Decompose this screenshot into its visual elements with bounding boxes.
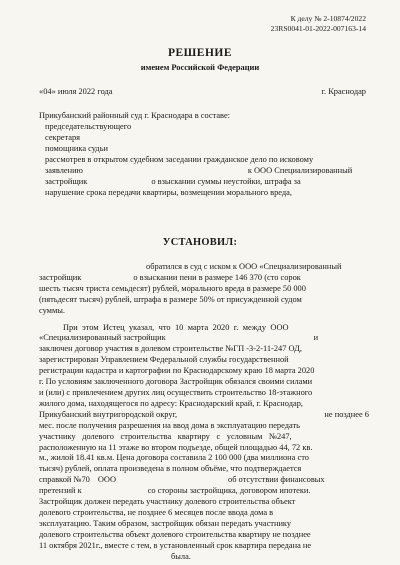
body-line-text: ООО <box>97 475 116 485</box>
intro-line-part: заявлению <box>45 166 83 175</box>
case-number-block <box>271 14 366 34</box>
body-line-text: была. <box>171 551 191 561</box>
body-line <box>39 410 369 421</box>
body-line: Застройщик должен передать участнику долевого строительства объект <box>39 497 296 507</box>
document-date: «04» июля 2022 года <box>39 87 113 96</box>
body-line: заключен договор участия в долевом строительстве №ГП -3-2-11-247 ОД, <box>39 344 302 354</box>
body-line: долевого строительства объект долевого строительства квартиру не позднее <box>39 529 311 539</box>
body-line: 11 октября 2021г., вместе с тем, в установленный срок квартира передана не <box>39 540 312 550</box>
body-line-text: застройщик <box>39 272 82 282</box>
body-line <box>39 323 369 334</box>
body-line-text: обратился в суд с иском к ООО «Специализированный <box>146 262 342 271</box>
body-line: тысяч) рублей, оплата произведена в полном объёме, что подтверждается <box>39 464 302 474</box>
body-line-text: и <box>313 333 319 343</box>
body-line: жилого дома, находящегося по адресу: Краснодарский край, г. Краснодар, <box>39 398 303 408</box>
section-heading: УСТАНОВИЛ: <box>162 237 238 248</box>
body-line <box>39 333 369 344</box>
body-section <box>39 262 369 562</box>
document-subtitle: именем Российской Федерации <box>140 63 260 72</box>
intro-line-part: о взыскании суммы неустойки, штрафа за <box>151 177 301 186</box>
intro-line: секретаря <box>45 133 81 142</box>
body-line-text: «Специализированный застройщик <box>39 333 166 343</box>
body-line-text: претензий к <box>39 486 82 496</box>
body-line: шесть тысяч триста семьдесят) рублей, морального вреда в размере 50 000 <box>39 283 306 293</box>
intro-section <box>39 110 369 198</box>
body-line <box>39 262 369 273</box>
body-line-text: не позднее 6 <box>324 409 369 419</box>
body-line-text: о взыскании пени в размере 146 370 (сто сорок <box>133 272 301 282</box>
body-line: зарегистрирован Управлением Федеральной службы государственной <box>39 355 289 365</box>
intro-line <box>39 176 369 187</box>
intro-line: председательствующего <box>45 122 132 131</box>
body-line: регистрации кадастра и картографии по Краснодарскому краю 18 марта 2020 <box>39 366 315 376</box>
body-line: эксплуатацию. Таким образом, застройщик обязан передать участнику <box>39 518 292 528</box>
body-line-text: При этом Истец указал, что 10 марта 2020 г. между ООО <box>63 322 289 332</box>
body-line: участнику долевого строительства квартиру с условным №247, <box>39 431 292 441</box>
body-line <box>39 552 369 563</box>
body-line: мес. после получения разрешения на ввод дома в эксплуатацию передать <box>39 420 300 430</box>
body-line-text: со стороны застройщика, договором ипотеки. <box>147 486 311 496</box>
body-line: м., жилой 18.41 кв.м. Цена договора составила 2 100 000 (два миллиона сто <box>39 453 309 463</box>
intro-line-part: застройщик <box>45 177 88 186</box>
body-line: суммы. <box>39 305 66 315</box>
body-line <box>39 486 369 497</box>
body-line: долевого строительства, не позднее 6 месяцев после ввода дома в <box>39 507 274 517</box>
body-line: и (или) с привлечением других лиц осуществить строительство 18-этажного <box>39 387 313 397</box>
intro-line: помощника судьи <box>45 144 108 153</box>
case-uid: 23RS0041-01-2022-007163-14 <box>270 24 366 33</box>
intro-line <box>39 165 369 176</box>
body-line: расположенную на 11 этаже во втором подъезде, общей площадью 44, 72 кв. <box>39 442 313 452</box>
body-line <box>39 273 369 284</box>
body-line-text: Прикубанский внутригородской округ, <box>39 409 178 419</box>
intro-line: нарушение срока передачи квартиры, возмещении морального вреда, <box>45 188 292 197</box>
body-line: (пятьдесят тысяч) рублей, штрафа в размере 50% от присужденной судом <box>39 294 302 304</box>
intro-line-part: к ООО Специализированный <box>247 166 353 175</box>
body-line <box>39 475 369 486</box>
body-line: г. По условиям заключенного договора Застройщик обязался своими силами <box>39 377 313 387</box>
document-city: г. Краснодар <box>321 87 366 96</box>
body-line-text: справкой №70 <box>39 475 90 485</box>
body-line-text: об отсутствии финансовых <box>228 475 325 485</box>
case-number: К делу № 2-10874/2022 <box>290 14 366 23</box>
intro-line: Прикубанский районный суд г. Краснодара в составе: <box>39 111 231 120</box>
document-title: РЕШЕНИЕ <box>167 47 233 59</box>
intro-line: рассмотрев в открытом судебном заседании гражданское дело по исковому <box>45 155 314 164</box>
